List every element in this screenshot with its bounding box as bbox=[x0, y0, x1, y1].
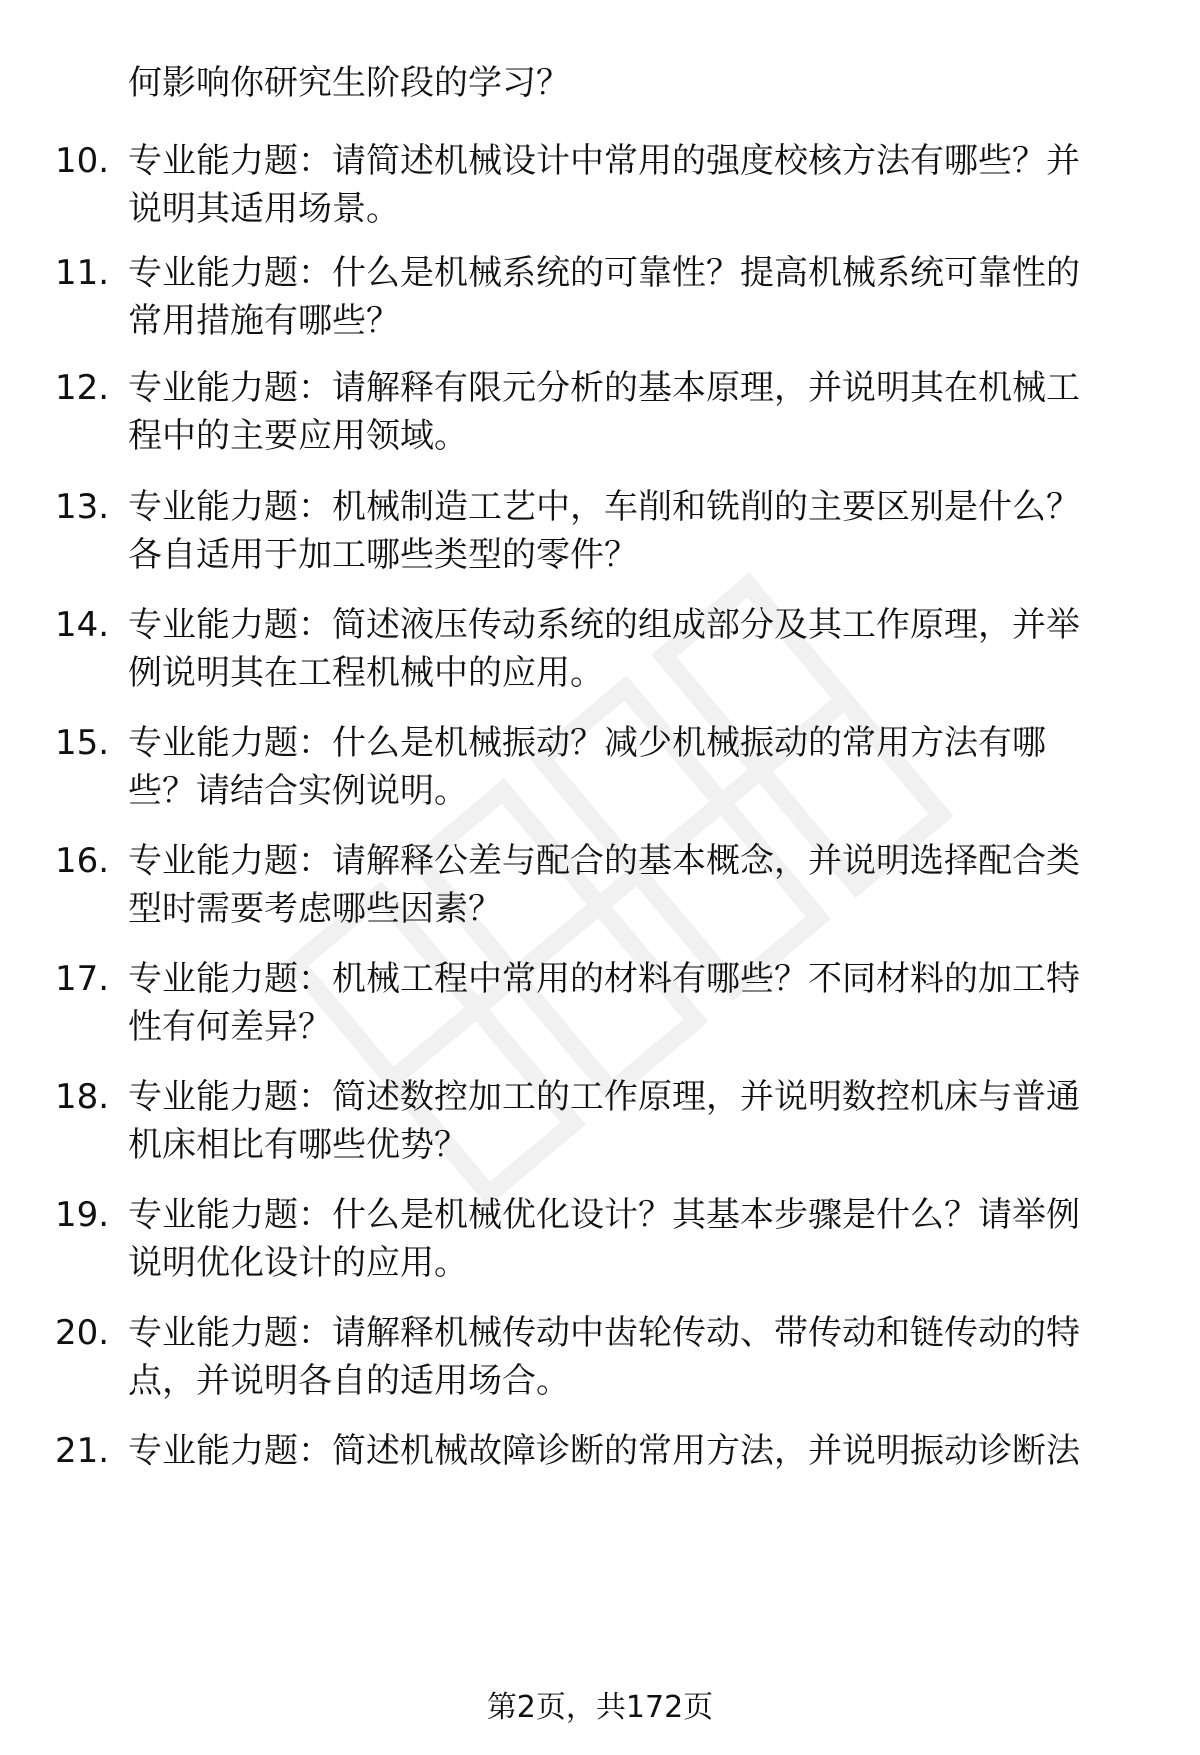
question-text-line: 说明优化设计的应用。 bbox=[128, 1243, 468, 1283]
question-text-line: 点，并说明各自的适用场合。 bbox=[128, 1361, 570, 1401]
question-text-line: 专业能力题：请解释机械传动中齿轮传动、带传动和链传动的特 bbox=[128, 1313, 1080, 1353]
question-number: 10. bbox=[55, 141, 110, 181]
question-text-line: 专业能力题：什么是机械振动？减少机械振动的常用方法有哪 bbox=[128, 723, 1046, 763]
question-number: 14. bbox=[55, 605, 110, 645]
question-text-line: 专业能力题：机械制造工艺中，车削和铣削的主要区别是什么？ bbox=[128, 487, 1080, 527]
question-number: 21. bbox=[55, 1431, 110, 1471]
question-number: 12. bbox=[55, 368, 110, 408]
question-text-line: 些？请结合实例说明。 bbox=[128, 771, 468, 811]
question-text-line: 专业能力题：简述液压传动系统的组成部分及其工作原理，并举 bbox=[128, 605, 1080, 645]
question-text-line: 专业能力题：请解释有限元分析的基本原理，并说明其在机械工 bbox=[128, 368, 1080, 408]
question-text-line: 专业能力题：简述机械故障诊断的常用方法，并说明振动诊断法 bbox=[128, 1431, 1080, 1471]
question-text-line: 程中的主要应用领域。 bbox=[128, 416, 468, 456]
question-text-line: 专业能力题：简述数控加工的工作原理，并说明数控机床与普通 bbox=[128, 1077, 1080, 1117]
question-text-line: 常用措施有哪些？ bbox=[128, 301, 400, 341]
question-number: 18. bbox=[55, 1077, 110, 1117]
question-text-line: 专业能力题：什么是机械系统的可靠性？提高机械系统可靠性的 bbox=[128, 253, 1080, 293]
question-number: 15. bbox=[55, 723, 110, 763]
question-text-line: 专业能力题：机械工程中常用的材料有哪些？不同材料的加工特 bbox=[128, 959, 1080, 999]
question-text-line: 说明其适用场景。 bbox=[128, 189, 400, 229]
question-number: 16. bbox=[55, 841, 110, 881]
question-number: 11. bbox=[55, 253, 110, 293]
question-text-line: 专业能力题：什么是机械优化设计？其基本步骤是什么？请举例 bbox=[128, 1195, 1080, 1235]
question-text-line: 专业能力题：请解释公差与配合的基本概念，并说明选择配合类 bbox=[128, 841, 1080, 881]
question-text-line: 各自适用于加工哪些类型的零件？ bbox=[128, 535, 638, 575]
question-9-continuation: 何影响你研究生阶段的学习？ bbox=[128, 63, 570, 103]
question-text-line: 机床相比有哪些优势？ bbox=[128, 1125, 468, 1165]
question-number: 13. bbox=[55, 487, 110, 527]
question-number: 19. bbox=[55, 1195, 110, 1235]
question-number: 17. bbox=[55, 959, 110, 999]
question-number: 20. bbox=[55, 1313, 110, 1353]
page-footer: 第2页，共172页 bbox=[486, 1690, 714, 1725]
question-text-line: 例说明其在工程机械中的应用。 bbox=[128, 653, 604, 693]
question-text-line: 性有何差异？ bbox=[128, 1007, 332, 1047]
question-text-line: 型时需要考虑哪些因素？ bbox=[128, 889, 502, 929]
question-text-line: 专业能力题：请简述机械设计中常用的强度校核方法有哪些？并 bbox=[128, 141, 1080, 181]
